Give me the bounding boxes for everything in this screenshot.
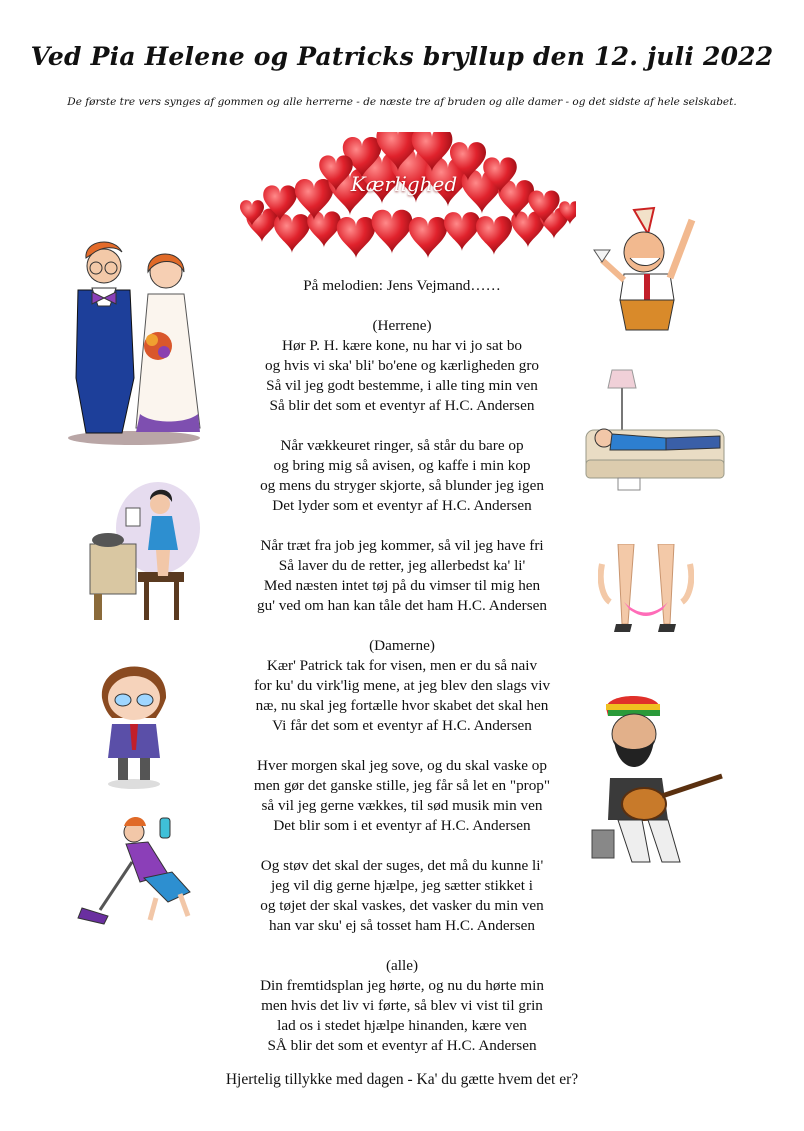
bride-groom-illustration <box>62 228 204 446</box>
lyric-line: og mens du stryger skjorte, så blunder jeg igen <box>260 477 544 494</box>
lyric-line: og tøjet der skal vaskes, det vasker du min ven <box>260 897 544 914</box>
heart-shape <box>476 216 512 255</box>
lyric-line: og hvis vi ska' bli' bo'ene og kærligheden gro <box>265 357 539 374</box>
lyric-line: Det lyder som et eventyr af H.C. Andersen <box>272 497 532 514</box>
lyric-line: Så blir det som et eventyr af H.C. Andersen <box>269 397 535 414</box>
verse-block <box>180 636 624 736</box>
lyric-line: men hvis det liv vi førte, så blev vi vist til grin <box>261 997 543 1014</box>
legs-illustration <box>598 544 694 634</box>
page-title: Ved Pia Helene og Patricks bryllup den 12. juli 2022 <box>30 42 774 71</box>
heart-shape <box>372 210 413 254</box>
lyric-line: men gør det ganske stille, jeg får så let en "prop" <box>253 777 551 794</box>
verses <box>180 316 624 1056</box>
lyric-line: Kær' Patrick tak for visen, men er du så naiv <box>266 657 538 674</box>
lyric-line: Din fremtidsplan jeg hørte, og nu du hørte min <box>260 977 544 994</box>
lyric-line: jeg vil dig gerne hjælpe, jeg sætter stikket i <box>271 877 533 894</box>
lyric-line: (Herrene) <box>372 317 432 334</box>
lyric-line: (Damerne) <box>369 637 435 654</box>
woman-vacuuming-illustration <box>72 812 198 926</box>
heart-shape <box>274 214 310 253</box>
lyric-line: og bring mig så avisen, og kaffe i min kop <box>273 457 531 474</box>
song-lyrics <box>180 276 624 1056</box>
verse-block <box>180 756 624 836</box>
lyric-line: så vil jeg gerne vækkes, til sød musik min ven <box>261 797 543 814</box>
lyric-line: Vi får det som et eventyr af H.C. Andersen <box>272 717 532 734</box>
lyric-line: for ku' du virk'lig mene, at jeg blev den slags viv <box>253 677 551 694</box>
party-man-illustration <box>590 200 702 338</box>
lyric-line: Og støv det skal der suges, det må du kunne li' <box>260 857 544 874</box>
guitar-player-illustration <box>588 692 730 870</box>
lyric-line: Hør P. H. kære kone, nu har vi jo sat bo <box>281 337 523 354</box>
verse-block <box>180 856 624 936</box>
heart-shape <box>409 217 447 258</box>
verse-block <box>180 956 624 1056</box>
melody-line: På melodien: Jens Vejmand…… <box>303 277 501 294</box>
lyric-line: SÅ blir det som et eventyr af H.C. Andersen <box>267 1037 537 1054</box>
heart-shape <box>307 211 341 247</box>
lyric-line: (alle) <box>385 957 419 974</box>
lyric-line: han var sku' ej så tosset ham H.C. Andersen <box>269 917 535 934</box>
girl-with-glasses-illustration <box>96 654 172 790</box>
heart-shape <box>444 212 480 251</box>
lyric-line: næ, nu skal jeg fortælle hvor skabet det skal hen <box>255 697 549 714</box>
lyric-line: Det blir som i et eventyr af H.C. Andersen <box>273 817 531 834</box>
lyric-line: gu' ved om han kan tåle det ham H.C. Andersen <box>257 597 547 614</box>
lyric-line: Med næsten intet tøj på du vimser til mig hen <box>263 577 541 594</box>
verse-block <box>180 436 624 516</box>
verse-block <box>180 316 624 416</box>
banner-label: Kærlighed <box>350 172 458 196</box>
page-subtitle: De første tre vers synges af gommen og alle herrerne - de næste tre af bruden og alle damer - og det sidste af hele selskabet. <box>67 96 737 108</box>
woman-cooking-illustration <box>86 478 202 622</box>
footer-greeting: Hjertelig tillykke med dagen - Ka' du gætte hvem det er? <box>225 1071 579 1088</box>
lyric-line: Så vil jeg godt bestemme, i alle ting min ven <box>266 377 538 394</box>
lyric-line: Når træt fra job jeg kommer, så vil jeg have fri <box>260 537 544 554</box>
verse-block <box>180 536 624 616</box>
lyric-line: Hver morgen skal jeg sove, og du skal vaske op <box>257 757 547 774</box>
heart-shape <box>337 217 375 258</box>
lyric-line: Når vækkeuret ringer, så står du bare op <box>280 437 524 454</box>
man-on-sofa-illustration <box>582 368 728 496</box>
lyric-line: lad os i stedet hjælpe hinanden, kære ven <box>277 1017 527 1034</box>
lyric-line: Så laver du de retter, jeg allerbedst ka' li' <box>278 557 526 574</box>
hearts-banner-image <box>232 132 576 262</box>
